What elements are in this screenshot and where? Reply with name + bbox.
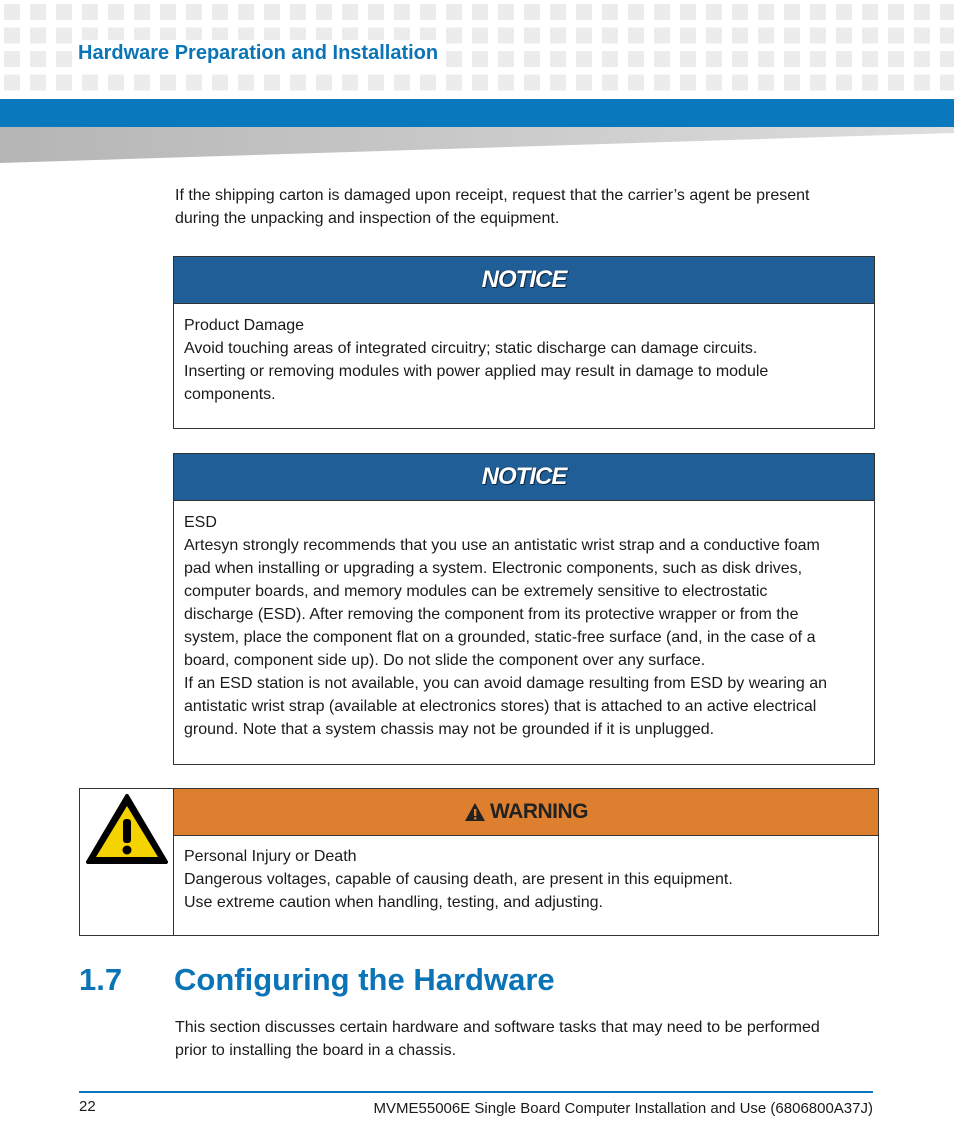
warning-triangle-icon — [85, 793, 169, 935]
notice-header — [174, 257, 874, 304]
notice-line: system, place the component flat on a grounded, static-free surface (and, in the case of a — [184, 629, 816, 646]
footer-doc-title: MVME55006E Single Board Computer Installation and Use (6806800A37J) — [373, 1100, 873, 1117]
notice-label: NOTICE — [481, 266, 567, 293]
notice-line: antistatic wrist strap (available at electronics stores) that is attached to an active electrical — [184, 698, 817, 715]
notice-body — [174, 304, 874, 426]
notice-line: computer boards, and memory modules can be extremely sensitive to electrostatic — [184, 583, 768, 600]
section-line: This section discusses certain hardware and software tasks that may need to be performed — [175, 1019, 820, 1036]
notice-label: NOTICE — [481, 463, 567, 490]
notice-title: ESD — [184, 514, 217, 531]
notice-line: Inserting or removing modules with power applied may result in damage to module — [184, 363, 769, 380]
intro-line: during the unpacking and inspection of the equipment. — [175, 210, 560, 227]
header-blue-band — [0, 99, 954, 127]
notice-box-product-damage — [173, 256, 875, 429]
notice-line: ground. Note that a system chassis may not be grounded if it is unplugged. — [184, 721, 715, 738]
intro-paragraph — [175, 184, 875, 230]
warning-title: Personal Injury or Death — [184, 848, 357, 865]
running-header-title: Hardware Preparation and Installation — [78, 40, 442, 67]
notice-line: Avoid touching areas of integrated circuitry; static discharge can damage circuits. — [184, 340, 758, 357]
section-line: prior to installing the board in a chassis. — [175, 1042, 457, 1059]
warning-label: WARNING — [490, 800, 588, 823]
notice-header — [174, 454, 874, 501]
section-number: 1.7 — [79, 962, 123, 997]
warning-header — [174, 789, 878, 836]
warning-body — [174, 836, 878, 923]
warning-box — [79, 788, 879, 936]
warning-main — [174, 789, 878, 935]
notice-line: pad when installing or upgrading a system. Electronic components, such as disk drives, — [184, 560, 803, 577]
notice-line: components. — [184, 386, 276, 403]
notice-line: If an ESD station is not available, you can avoid damage resulting from ESD by wearing an — [184, 675, 828, 692]
warning-line: Use extreme caution when handling, testing, and adjusting. — [184, 894, 603, 911]
warning-icon-cell — [80, 789, 174, 935]
notice-line: board, component side up). Do not slide the component over any surface. — [184, 652, 706, 669]
notice-box-esd — [173, 453, 875, 765]
notice-body — [174, 501, 874, 761]
notice-title: Product Damage — [184, 317, 305, 334]
notice-line: discharge (ESD). After removing the component from its protective wrapper or from the — [184, 606, 799, 623]
warning-line: Dangerous voltages, capable of causing death, are present in this equipment. — [184, 871, 733, 888]
page-number: 22 — [79, 1098, 96, 1115]
header-grey-wedge — [0, 127, 954, 163]
footer-rule — [79, 1091, 873, 1093]
intro-line: If the shipping carton is damaged upon receipt, request that the carrier’s agent be present — [175, 187, 810, 204]
notice-line: Artesyn strongly recommends that you use an antistatic wrist strap and a conductive foam — [184, 537, 820, 554]
section-heading: Configuring the Hardware — [174, 962, 555, 997]
section-paragraph — [175, 1016, 875, 1062]
warning-small-icon — [464, 802, 486, 822]
